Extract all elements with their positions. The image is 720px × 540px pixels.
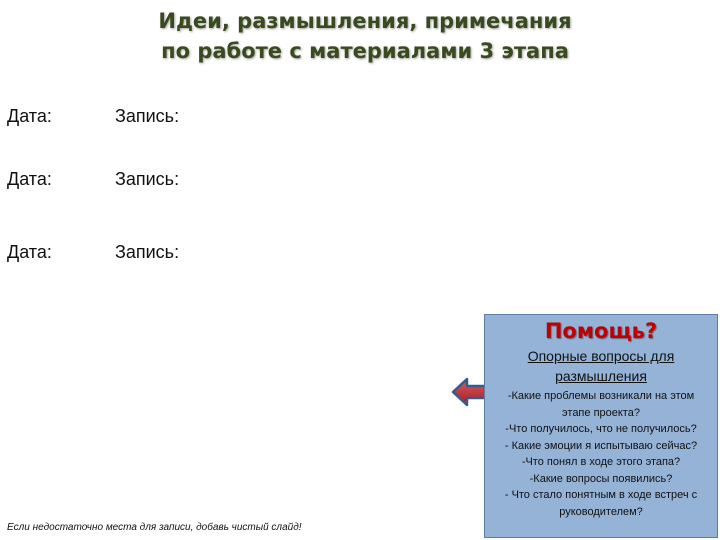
- help-question: - Что стало понятным в ходе встреч с: [504, 489, 698, 501]
- help-question: -Что получилось, что не получилось?: [505, 423, 697, 435]
- back-arrow-button[interactable]: [451, 376, 487, 408]
- footnote: Если недостаточно места для записи, добавь чистый слайд!: [7, 522, 302, 533]
- help-panel: [484, 314, 718, 538]
- help-question: -Какие проблемы возникали на этом: [507, 390, 695, 402]
- help-question: -Какие вопросы появились?: [529, 472, 673, 485]
- record-label: Запись:: [115, 169, 180, 189]
- record-label: Запись:: [115, 106, 180, 126]
- help-question: этапе проекта?: [562, 406, 640, 419]
- help-question: -Что понял в ходе этого этапа?: [521, 456, 681, 468]
- page-title-line-1: Идеи, размышления, примечания: [158, 9, 572, 33]
- date-label: Дата:: [7, 169, 52, 189]
- date-label: Дата:: [7, 106, 52, 126]
- help-questions: [485, 388, 717, 520]
- help-question: руководителем?: [559, 505, 643, 518]
- date-label: Дата:: [7, 242, 52, 262]
- page-title-line-2: по работе с материалами 3 этапа: [161, 39, 569, 63]
- help-question: - Какие эмоции я испытываю сейчас?: [504, 439, 698, 452]
- help-title: Помощь?: [544, 319, 658, 343]
- help-subtitle: Опорные вопросы для размышления: [527, 348, 675, 384]
- record-label: Запись:: [115, 242, 180, 262]
- left-arrow-icon: [451, 376, 487, 408]
- page-title: [95, 6, 635, 66]
